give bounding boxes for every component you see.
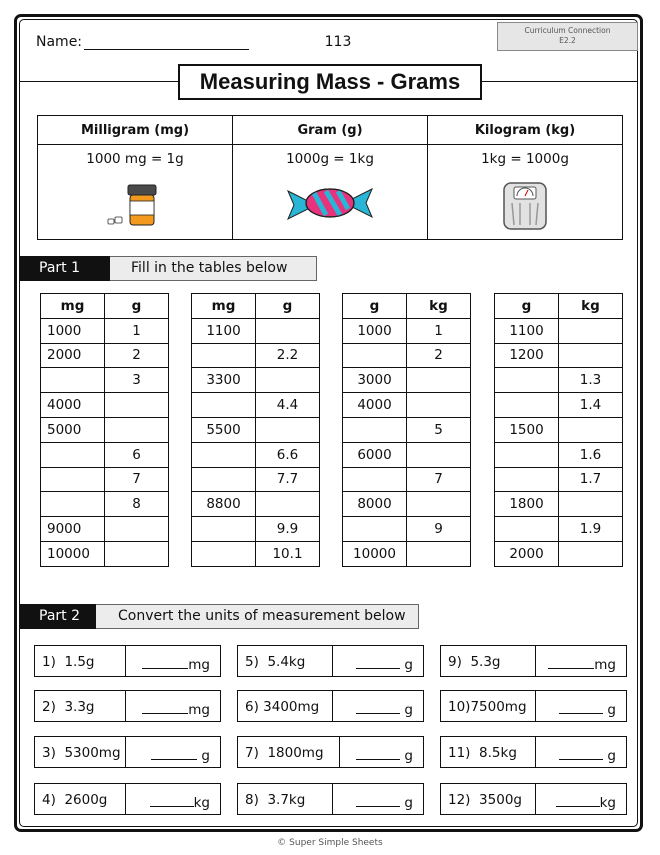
table-cell[interactable] xyxy=(495,517,559,542)
table-row xyxy=(343,492,471,517)
question-value: 3500g xyxy=(479,792,522,808)
column-header: kg xyxy=(407,294,471,319)
answer-blank[interactable] xyxy=(356,747,400,760)
table-row xyxy=(495,343,623,368)
question-value: 1.5g xyxy=(64,654,95,670)
table-row xyxy=(41,442,169,467)
table-cell[interactable] xyxy=(559,318,623,343)
table-cell[interactable] xyxy=(256,417,320,442)
answer-unit: g xyxy=(404,748,413,764)
question-prompt xyxy=(42,699,95,715)
question-box xyxy=(34,736,221,768)
table-cell[interactable]: 1.4 xyxy=(559,393,623,418)
answer-unit: mg xyxy=(188,702,210,718)
table-row xyxy=(192,492,320,517)
table-row xyxy=(343,343,471,368)
table-cell[interactable] xyxy=(41,442,105,467)
answer-blank[interactable] xyxy=(150,794,194,807)
table-cell[interactable] xyxy=(559,343,623,368)
table-cell[interactable]: 7.7 xyxy=(256,467,320,492)
answer-unit: mg xyxy=(188,657,210,673)
table-row xyxy=(495,517,623,542)
question-value: 5300mg xyxy=(64,745,121,761)
table-row xyxy=(192,393,320,418)
question-divider xyxy=(125,784,126,814)
unit-heading-kg: Kilogram (kg) xyxy=(428,116,623,145)
question-value: 7500mg xyxy=(470,699,527,715)
table-row xyxy=(495,492,623,517)
table-cell[interactable]: 2 xyxy=(105,343,169,368)
question-number: 5) xyxy=(245,654,259,670)
answer-blank[interactable] xyxy=(356,794,400,807)
unit-cell-g xyxy=(233,145,428,240)
answer-blank[interactable] xyxy=(559,747,603,760)
units-reference-table xyxy=(37,115,623,240)
table-row xyxy=(192,318,320,343)
answer-unit: g xyxy=(404,795,413,811)
question-box xyxy=(34,645,221,677)
table-row xyxy=(343,417,471,442)
table-cell[interactable]: 1100 xyxy=(192,318,256,343)
conversion-table-1 xyxy=(40,293,169,567)
column-header: g xyxy=(256,294,320,319)
table-header-row xyxy=(495,294,623,319)
table-cell[interactable]: 1500 xyxy=(495,417,559,442)
question-number: 1) xyxy=(42,654,56,670)
question-divider xyxy=(332,646,333,676)
table-cell[interactable] xyxy=(407,393,471,418)
table-cell[interactable]: 2000 xyxy=(495,541,559,566)
answer-field[interactable] xyxy=(356,747,413,764)
answer-unit: kg xyxy=(599,795,616,811)
question-prompt xyxy=(448,654,501,670)
table-cell[interactable]: 1.7 xyxy=(559,467,623,492)
table-row xyxy=(495,368,623,393)
table-cell[interactable] xyxy=(343,467,407,492)
table-cell[interactable] xyxy=(495,393,559,418)
answer-blank[interactable] xyxy=(548,656,594,669)
question-box xyxy=(440,783,627,815)
question-box xyxy=(440,690,627,722)
table-cell[interactable] xyxy=(407,541,471,566)
column-header: g xyxy=(343,294,407,319)
answer-unit: g xyxy=(607,702,616,718)
answer-field[interactable] xyxy=(356,656,413,673)
table-cell[interactable] xyxy=(343,417,407,442)
table-cell[interactable]: 1000 xyxy=(343,318,407,343)
question-box xyxy=(237,645,424,677)
table-cell[interactable]: 1.3 xyxy=(559,368,623,393)
table-cell[interactable]: 1000 xyxy=(41,318,105,343)
table-row xyxy=(495,442,623,467)
table-cell[interactable]: 8000 xyxy=(343,492,407,517)
unit-heading-mg: Milligram (mg) xyxy=(38,116,233,145)
page-number: 113 xyxy=(324,34,352,50)
answer-blank[interactable] xyxy=(142,656,188,669)
table-cell[interactable]: 1 xyxy=(407,318,471,343)
question-value: 3400mg xyxy=(263,699,320,715)
table-cell[interactable] xyxy=(495,467,559,492)
curriculum-line2: E2.2 xyxy=(559,36,576,45)
table-cell[interactable] xyxy=(105,417,169,442)
question-value: 3.7kg xyxy=(267,792,306,808)
table-cell[interactable]: 1.6 xyxy=(559,442,623,467)
answer-unit: mg xyxy=(594,657,616,673)
answer-field[interactable] xyxy=(356,794,413,811)
table-cell[interactable] xyxy=(407,442,471,467)
table-row xyxy=(192,343,320,368)
table-row xyxy=(495,467,623,492)
table-row xyxy=(343,541,471,566)
conversion-table-3 xyxy=(342,293,471,567)
question-prompt xyxy=(448,745,517,761)
table-cell[interactable]: 2000 xyxy=(41,343,105,368)
table-cell[interactable]: 5000 xyxy=(41,417,105,442)
question-divider xyxy=(535,691,536,721)
answer-field[interactable] xyxy=(559,701,616,718)
table-cell[interactable]: 1 xyxy=(105,318,169,343)
table-row xyxy=(495,393,623,418)
table-cell[interactable]: 2 xyxy=(407,343,471,368)
table-cell[interactable]: 5500 xyxy=(192,417,256,442)
table-cell[interactable]: 7 xyxy=(407,467,471,492)
table-cell[interactable] xyxy=(105,517,169,542)
question-number: 8) xyxy=(245,792,259,808)
table-cell[interactable] xyxy=(559,417,623,442)
question-box xyxy=(237,690,424,722)
question-prompt xyxy=(245,699,319,715)
question-number: 12) xyxy=(448,792,471,808)
table-row xyxy=(343,368,471,393)
table-row xyxy=(495,417,623,442)
table-cell[interactable] xyxy=(192,541,256,566)
question-number: 9) xyxy=(448,654,462,670)
table-cell[interactable] xyxy=(559,492,623,517)
table-cell[interactable]: 2.2 xyxy=(256,343,320,368)
table-cell[interactable]: 10000 xyxy=(343,541,407,566)
unit-equation-kg: 1kg = 1000g xyxy=(481,151,569,167)
table-cell[interactable]: 8 xyxy=(105,492,169,517)
table-row xyxy=(192,442,320,467)
table-cell[interactable] xyxy=(192,442,256,467)
table-cell[interactable]: 4000 xyxy=(343,393,407,418)
question-box xyxy=(440,736,627,768)
table-row xyxy=(192,517,320,542)
table-cell[interactable] xyxy=(105,393,169,418)
question-prompt xyxy=(42,745,121,761)
candy-icon xyxy=(282,181,378,225)
table-row xyxy=(41,393,169,418)
curriculum-badge xyxy=(497,22,638,51)
table-row xyxy=(343,517,471,542)
question-divider xyxy=(125,646,126,676)
answer-unit: kg xyxy=(193,795,210,811)
table-cell[interactable]: 1800 xyxy=(495,492,559,517)
answer-field[interactable] xyxy=(142,701,210,718)
question-value: 5.3g xyxy=(470,654,501,670)
question-number: 11) xyxy=(448,745,471,761)
question-prompt xyxy=(42,654,95,670)
table-cell[interactable]: 9.9 xyxy=(256,517,320,542)
question-prompt xyxy=(42,792,107,808)
name-field[interactable] xyxy=(84,49,249,50)
table-row xyxy=(343,318,471,343)
answer-field[interactable] xyxy=(559,747,616,764)
table-cell[interactable]: 9000 xyxy=(41,517,105,542)
footer-copyright: © Super Simple Sheets xyxy=(277,838,383,848)
answer-unit: g xyxy=(404,657,413,673)
table-row xyxy=(192,368,320,393)
table-cell[interactable]: 9 xyxy=(407,517,471,542)
table-cell[interactable]: 1.9 xyxy=(559,517,623,542)
table-cell[interactable] xyxy=(105,541,169,566)
table-cell[interactable]: 7 xyxy=(105,467,169,492)
table-row xyxy=(41,541,169,566)
table-cell[interactable]: 3 xyxy=(105,368,169,393)
table-row xyxy=(495,318,623,343)
table-cell[interactable] xyxy=(559,541,623,566)
unit-equation-mg: 1000 mg = 1g xyxy=(86,151,184,167)
question-divider xyxy=(332,691,333,721)
unit-equation-g: 1000g = 1kg xyxy=(286,151,374,167)
unit-cell-mg xyxy=(38,145,233,240)
page-title: Measuring Mass - Grams xyxy=(178,64,482,100)
table-row xyxy=(41,368,169,393)
question-divider xyxy=(332,784,333,814)
table-cell[interactable] xyxy=(343,343,407,368)
table-cell[interactable] xyxy=(343,517,407,542)
answer-unit: g xyxy=(404,702,413,718)
table-header-row xyxy=(192,294,320,319)
table-cell[interactable] xyxy=(495,442,559,467)
question-divider xyxy=(125,737,126,767)
answer-unit: g xyxy=(201,748,210,764)
question-number: 2) xyxy=(42,699,56,715)
table-row xyxy=(343,393,471,418)
table-row xyxy=(192,467,320,492)
column-header: g xyxy=(495,294,559,319)
table-cell[interactable]: 10000 xyxy=(41,541,105,566)
question-prompt xyxy=(448,699,527,715)
answer-blank[interactable] xyxy=(142,701,188,714)
table-row xyxy=(343,442,471,467)
table-cell[interactable] xyxy=(192,467,256,492)
table-cell[interactable]: 1200 xyxy=(495,343,559,368)
answer-field[interactable] xyxy=(356,701,413,718)
answer-field[interactable] xyxy=(142,656,210,673)
answer-field[interactable] xyxy=(548,656,616,673)
table-cell[interactable] xyxy=(41,467,105,492)
answer-field[interactable] xyxy=(556,794,616,811)
column-header: kg xyxy=(559,294,623,319)
table-cell[interactable] xyxy=(256,492,320,517)
question-number: 6) xyxy=(245,699,259,715)
question-box xyxy=(440,645,627,677)
part2-instruction: Convert the units of measurement below xyxy=(96,604,419,629)
table-row xyxy=(41,417,169,442)
column-header: g xyxy=(105,294,169,319)
question-divider xyxy=(535,646,536,676)
table-cell[interactable]: 5 xyxy=(407,417,471,442)
conversion-table-2 xyxy=(191,293,320,567)
table-cell[interactable]: 10.1 xyxy=(256,541,320,566)
question-value: 1800mg xyxy=(267,745,324,761)
table-row xyxy=(343,467,471,492)
answer-blank[interactable] xyxy=(356,656,400,669)
name-label: Name: xyxy=(36,34,83,50)
table-cell[interactable]: 3300 xyxy=(192,368,256,393)
pill-bottle-icon xyxy=(100,181,170,229)
question-divider xyxy=(535,784,536,814)
question-value: 8.5kg xyxy=(479,745,517,761)
question-box xyxy=(237,783,424,815)
table-cell[interactable]: 8800 xyxy=(192,492,256,517)
table-header-row xyxy=(343,294,471,319)
answer-blank[interactable] xyxy=(151,747,197,760)
column-header: mg xyxy=(41,294,105,319)
question-divider xyxy=(125,691,126,721)
table-cell[interactable] xyxy=(495,368,559,393)
table-cell[interactable] xyxy=(407,368,471,393)
table-row xyxy=(41,467,169,492)
table-cell[interactable]: 6 xyxy=(105,442,169,467)
table-cell[interactable] xyxy=(41,368,105,393)
table-cell[interactable] xyxy=(192,343,256,368)
question-number: 4) xyxy=(42,792,56,808)
table-row xyxy=(192,417,320,442)
question-value: 3.3g xyxy=(64,699,95,715)
table-cell[interactable] xyxy=(41,492,105,517)
answer-blank[interactable] xyxy=(559,701,603,714)
table-header-row xyxy=(41,294,169,319)
question-number: 3) xyxy=(42,745,56,761)
part2-label: Part 2 xyxy=(20,604,96,629)
table-cell[interactable] xyxy=(407,492,471,517)
table-cell[interactable]: 6000 xyxy=(343,442,407,467)
answer-unit: g xyxy=(607,748,616,764)
table-cell[interactable] xyxy=(256,368,320,393)
unit-cell-kg xyxy=(428,145,623,240)
question-prompt xyxy=(245,745,324,761)
answer-field[interactable] xyxy=(151,747,210,764)
table-row xyxy=(495,541,623,566)
question-number: 10) xyxy=(448,699,471,715)
table-cell[interactable]: 6.6 xyxy=(256,442,320,467)
question-prompt xyxy=(245,654,305,670)
table-row xyxy=(41,318,169,343)
answer-blank[interactable] xyxy=(556,794,600,807)
table-row xyxy=(41,343,169,368)
question-number: 7) xyxy=(245,745,259,761)
table-row xyxy=(192,541,320,566)
part1-instruction: Fill in the tables below xyxy=(110,256,317,281)
curriculum-line1: Curriculum Connection xyxy=(524,26,611,35)
table-cell[interactable] xyxy=(192,393,256,418)
question-value: 2600g xyxy=(64,792,108,808)
answer-field[interactable] xyxy=(150,794,210,811)
part1-label: Part 1 xyxy=(20,256,110,281)
question-box xyxy=(34,783,221,815)
column-header: mg xyxy=(192,294,256,319)
table-cell[interactable]: 4.4 xyxy=(256,393,320,418)
bathroom-scale-icon xyxy=(500,181,550,231)
table-cell[interactable] xyxy=(192,517,256,542)
question-box xyxy=(34,690,221,722)
unit-heading-g: Gram (g) xyxy=(233,116,428,145)
question-divider xyxy=(339,737,340,767)
question-box xyxy=(237,736,424,768)
question-prompt xyxy=(245,792,305,808)
table-cell[interactable]: 4000 xyxy=(41,393,105,418)
answer-blank[interactable] xyxy=(356,701,400,714)
table-row xyxy=(41,492,169,517)
table-row xyxy=(41,517,169,542)
question-prompt xyxy=(448,792,522,808)
table-cell[interactable]: 3000 xyxy=(343,368,407,393)
question-divider xyxy=(535,737,536,767)
question-value: 5.4kg xyxy=(267,654,306,670)
table-cell[interactable]: 1100 xyxy=(495,318,559,343)
table-cell[interactable] xyxy=(256,318,320,343)
conversion-table-4 xyxy=(494,293,623,567)
